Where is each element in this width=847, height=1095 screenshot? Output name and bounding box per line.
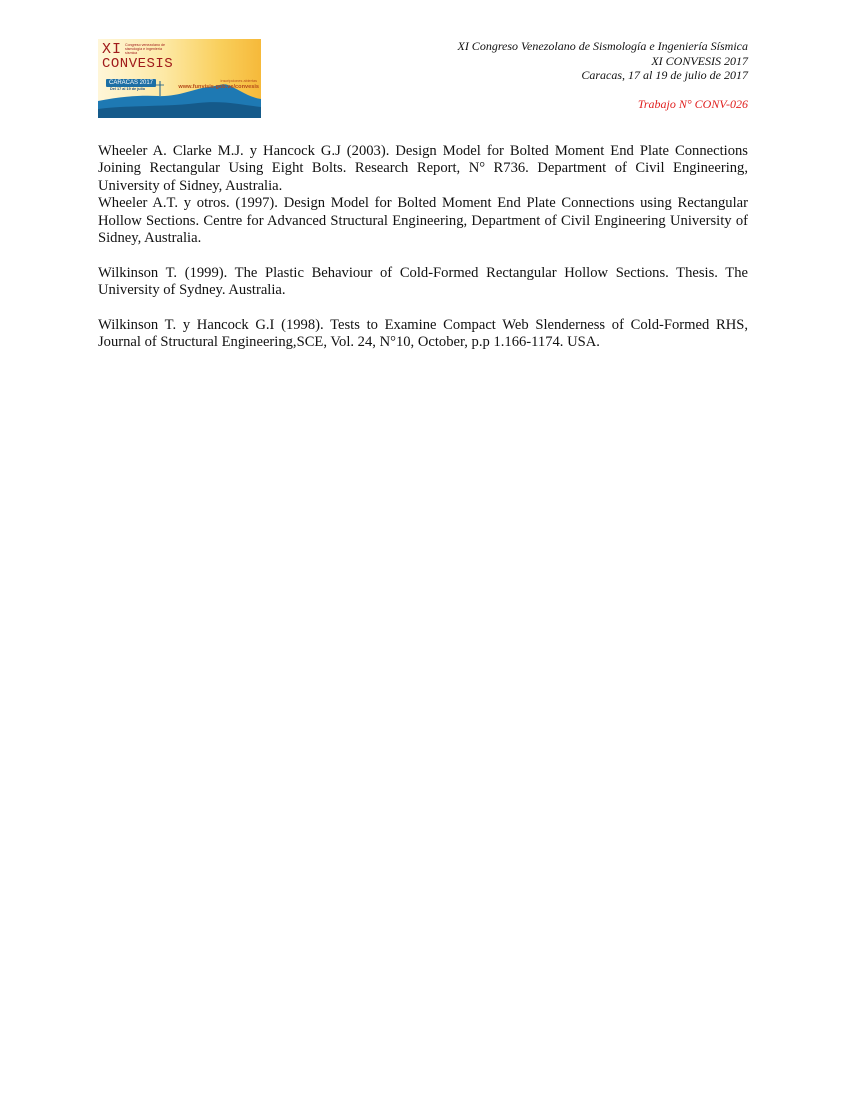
reference-item: Wilkinson T. y Hancock G.I (1998). Tests to Examine Compact Web Slenderness of Cold-Formed RHS, Journal of Structural Engineering,SCE, Vol. 24, N°10, October, p.p 1.166-1174. USA. [98, 317, 748, 351]
conference-location-date: Caracas, 17 al 19 de julio de 2017 [581, 68, 748, 82]
logo-city: CARACAS 2017 [106, 79, 156, 87]
reference-item: Wheeler A. Clarke M.J. y Hancock G.J (2003). Design Model for Bolted Moment End Plate Connections Joining Rectangular Using Eight Bolts. Research Report, N° R736. Department of Civil Engineering, University of Sidney, Australia. [98, 143, 748, 194]
reference-item: Wilkinson T. (1999). The Plastic Behaviour of Cold-Formed Rectangular Hollow Sections. Thesis. The University of Sydney. Australia. [98, 264, 748, 299]
conference-edition: XI CONVESIS 2017 [651, 53, 748, 68]
conference-header [457, 39, 748, 111]
logo-name: CONVESIS [102, 56, 174, 72]
logo-website: www.funvisis.gob.ve/convesis [178, 84, 259, 90]
logo-tagline: Congreso venezolano de sismología e ingeniería sísmica [125, 43, 165, 56]
logo-registration: inscripciones abiertas [220, 79, 257, 83]
reference-list [98, 143, 748, 352]
convesis-logo [98, 39, 261, 118]
reference-item: Wheeler A.T. y otros. (1997). Design Model for Bolted Moment End Plate Connections using Rectangular Hollow Sections. Centre for Advanced Structural Engineering, Department of Civil Engineering University of Sidney, Australia. [98, 195, 748, 247]
logo-numeral: XI [102, 41, 123, 58]
paper-id: Trabajo N° CONV-026 [637, 96, 748, 111]
conference-title: XI Congreso Venezolano de Sismología e Ingeniería Sísmica [457, 39, 748, 53]
logo-dates: Del 17 al 19 de julio [110, 87, 146, 91]
